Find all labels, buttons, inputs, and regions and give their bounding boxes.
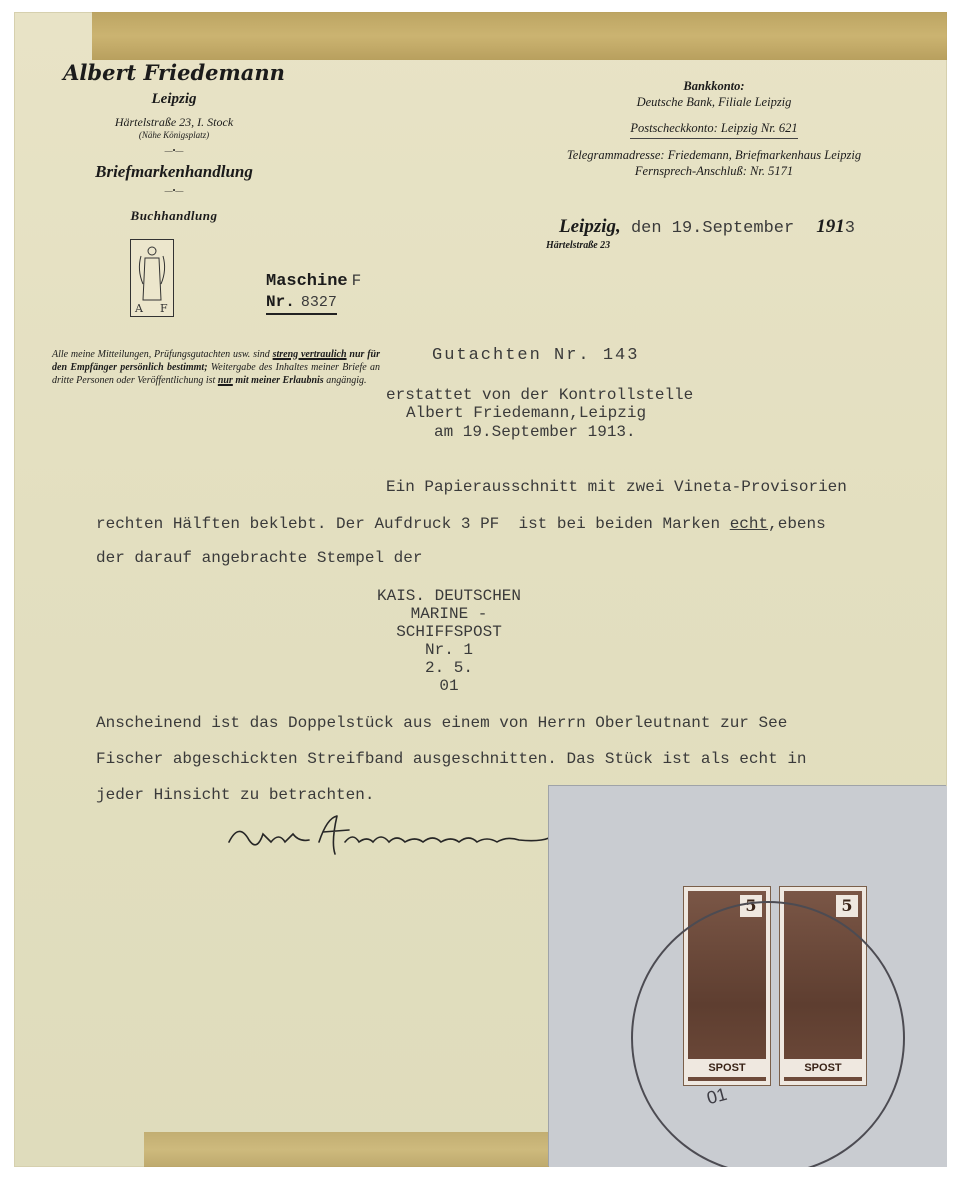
confidential-strong-2: nur	[217, 375, 233, 386]
postcheck-account: Postscheckkonto: Leipzig Nr. 621	[630, 120, 797, 139]
postmark-line: 2. 5.	[424, 659, 473, 677]
adhesive-tape-bottom	[144, 1132, 614, 1167]
confidential-text-4: mit meiner Erlaubnis	[232, 375, 324, 386]
report-body-line-2	[96, 515, 826, 533]
bank-name: Deutsche Bank, Filiale Leipzig	[636, 95, 792, 109]
stamp-card	[549, 786, 947, 1167]
machine-nr-row	[266, 293, 337, 315]
machine-nr-label: Nr.	[266, 293, 295, 311]
report-body-line-6: jeder Hinsicht zu betrachten.	[96, 786, 375, 804]
company-city: Leipzig	[151, 91, 197, 107]
confidential-text-3: Weitergabe des Inhaltes meiner Briefe an dritte Personen oder Veröffentlichung ist	[52, 362, 381, 386]
postmark-transcription	[359, 587, 539, 695]
postage-stamp-left	[683, 886, 771, 1086]
report-issuer-line-2: Albert Friedemann,Leipzig	[406, 404, 647, 422]
company-street-note: (Nähe Königsplatz)	[138, 130, 210, 140]
machine-number-block	[266, 272, 361, 315]
business-type-books: Buchhandlung	[130, 208, 218, 223]
postmark-line: KAIS. DEUTSCHEN	[376, 587, 522, 605]
stamp-value: 5	[740, 895, 762, 917]
machine-nr-value: 8327	[300, 294, 337, 311]
report-body-line-5: Fischer abgeschickten Streifband ausgeschnitten. Das Stück ist als echt in	[96, 750, 807, 768]
business-type-stamps: Briefmarkenhandlung	[95, 162, 253, 181]
postage-stamp-right	[779, 886, 867, 1086]
stamp-label: SPOST	[784, 1059, 862, 1077]
stamp-value: 5	[836, 895, 858, 917]
handwritten-signature	[219, 812, 599, 857]
machine-label: Maschine	[266, 272, 348, 291]
report-title: Gutachten Nr. 143	[432, 346, 640, 365]
confidential-text-1: Alle meine Mitteilungen, Prüfungsgutachten usw. sind	[52, 349, 273, 360]
postmark-line: Nr. 1	[424, 641, 473, 659]
confidential-text-5: angängig.	[323, 375, 367, 386]
letterhead-right	[519, 78, 909, 179]
machine-letter: F	[351, 272, 362, 290]
company-street: Härtelstraße 23, I. Stock	[114, 115, 234, 129]
postmark-line: 01	[439, 677, 459, 695]
body-2-text-a: rechten Hälften beklebt. Der Aufdruck 3 PF ist bei beiden Marken	[96, 515, 730, 533]
bank-label: Bankkonto:	[683, 79, 745, 93]
date-year-typed: 3	[844, 219, 855, 238]
report-body-line-4: Anscheinend ist das Doppelstück aus einem von Herrn Oberleutnant zur See	[96, 714, 788, 732]
confidential-text-2: nur für den Empfänger persönlich bestimmt;	[52, 349, 381, 373]
date-text: den 19.September	[620, 219, 795, 238]
report-body-line-1: Ein Papierausschnitt mit zwei Vineta-Provisorien	[386, 478, 847, 496]
confidentiality-notice	[52, 348, 380, 387]
body-2-text-c: ,ebens	[768, 515, 826, 533]
certificate-sheet	[14, 12, 947, 1167]
company-name: Albert Friedemann	[63, 60, 285, 85]
report-body-line-3: der darauf angebrachte Stempel der	[96, 549, 423, 567]
postmark-line: MARINE -	[410, 605, 488, 623]
date-city: Leipzig,	[559, 216, 621, 237]
date-line	[559, 216, 855, 238]
phone-number: Fernsprech-Anschluß: Nr. 5171	[634, 164, 794, 178]
telegram-address: Telegrammadresse: Friedemann, Briefmarkenhaus Leipzig	[566, 148, 862, 162]
postmark-line: SCHIFFSPOST	[396, 623, 502, 641]
body-2-text-echt: echt	[729, 515, 769, 533]
confidential-strong-1: streng vertraulich	[272, 349, 347, 360]
stamp-image	[688, 891, 766, 1081]
stamp-image	[784, 891, 862, 1081]
logo-letter-a: A	[135, 302, 143, 315]
date-year-printed: 191	[816, 216, 845, 237]
adhesive-tape-top	[92, 12, 947, 60]
logo-letter-f: F	[160, 302, 168, 315]
divider-dot: —•—	[164, 186, 184, 195]
date-subline: Härtelstraße 23	[546, 240, 611, 251]
figure-logo-icon	[131, 240, 173, 316]
company-logo	[130, 239, 174, 317]
divider-dot: —•—	[164, 146, 184, 155]
stamp-label: SPOST	[688, 1059, 766, 1077]
report-issuer-line-1: erstattet von der Kontrollstelle	[386, 386, 694, 404]
letterhead-left	[49, 60, 299, 224]
report-issuer-line-3: am 19.September 1913.	[434, 423, 636, 441]
postmark-number: 01	[704, 1083, 730, 1109]
